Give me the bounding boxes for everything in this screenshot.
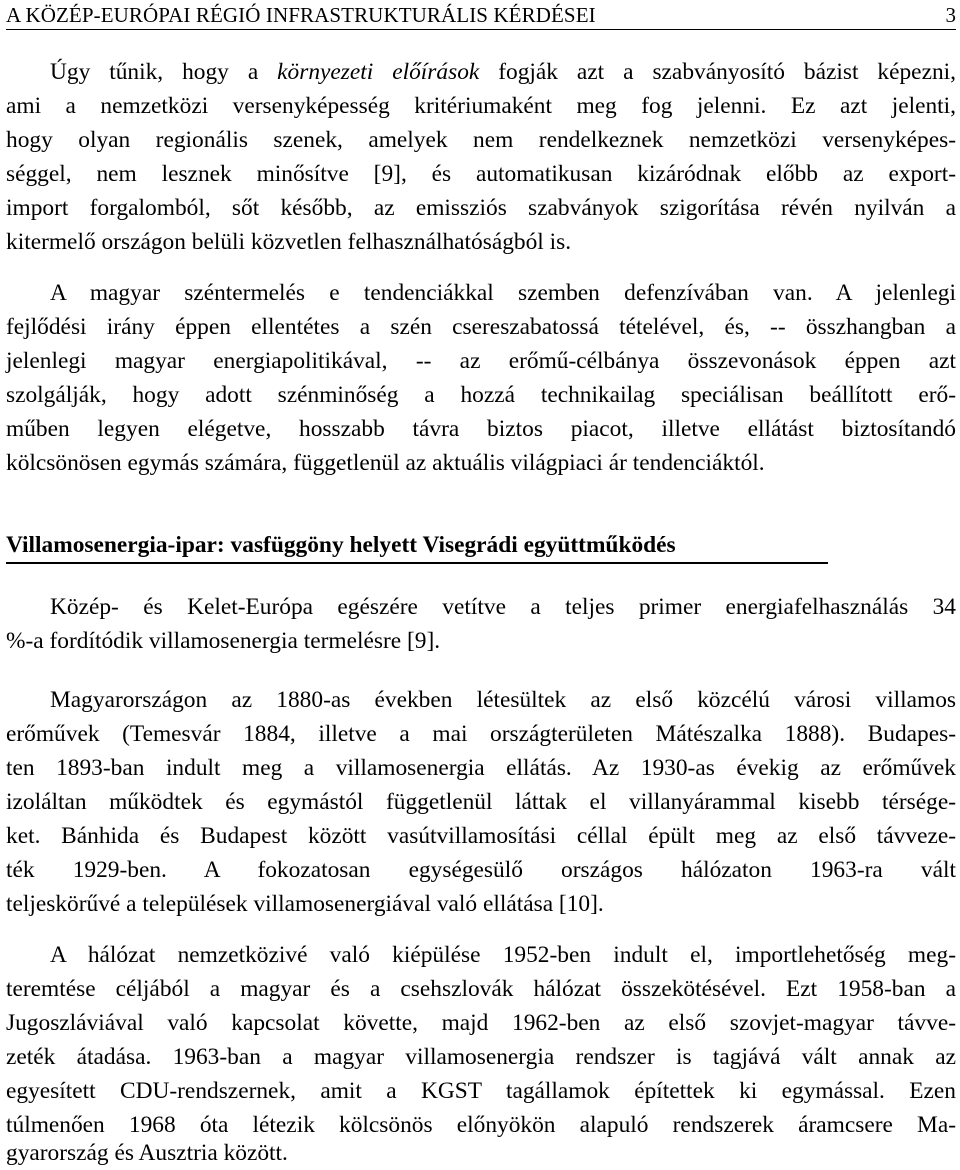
paragraph-line: egyesített CDU-rendszernek, amit a KGST tagállamok építettek ki egymással. Ezen — [6, 1078, 956, 1104]
paragraph-line: A hálózat nemzetközivé való kiépülése 1952-ben indult el, importlehetőség meg- — [50, 942, 956, 968]
paragraph-line: Jugoszláviával való kapcsolat követte, majd 1962-ben az első szovjet-magyar távve- — [6, 1010, 956, 1036]
paragraph-line: A magyar széntermelés e tendenciákkal szemben defenzívában van. A jelenlegi — [50, 280, 956, 306]
paragraph-line: import forgalomból, sőt később, az emissziós szabványok szigorítása révén nyilván a — [6, 195, 956, 221]
paragraph-line: teremtése céljából a magyar és a csehszlovák hálózat összekötésével. Ezt 1958-ban a — [6, 976, 956, 1002]
section-heading: Villamosenergia-ipar: vasfüggöny helyett Visegrádi együttműködés — [6, 532, 676, 558]
paragraph-line: izoláltan működtek és egymástól függetlenül láttak el villanyárammal kisebb térsége- — [6, 789, 956, 815]
paragraph-line: fejlődési irány éppen ellentétes a szén csereszabatossá tételével, és, -- összhangban a — [6, 314, 956, 340]
text-run: fogják azt a szabványosító bázist képezni, — [479, 59, 956, 85]
text-run: Úgy tűnik, hogy a — [50, 59, 278, 85]
paragraph-line: hogy olyan regionális szenek, amelyek nem rendelkeznek nemzetközi versenyképes- — [6, 127, 956, 153]
paragraph-line: gyarország és Ausztria között. — [6, 1140, 288, 1166]
paragraph-line: %-a fordítódik villamosenergia termelésre [9]. — [6, 628, 441, 654]
paragraph-line: Közép- és Kelet-Európa egészére vetítve a teljes primer energiafelhasználás 34 — [50, 594, 956, 620]
heading-underline — [6, 562, 828, 564]
running-title: A KÖZÉP-EURÓPAI RÉGIÓ INFRASTRUKTURÁLIS KÉRDÉSEI — [6, 3, 596, 27]
paragraph-line: kitermelő országon belüli közvetlen felhasználhatóságból is. — [6, 229, 572, 255]
paragraph-line: szolgálják, hogy adott szénminőség a hozzá technikailag speciálisan beállított erő- — [6, 382, 956, 408]
paragraph-line: teljeskörűvé a települések villamosenergiával való ellátása [10]. — [6, 891, 604, 917]
paragraph-line: túlmenően 1968 óta létezik kölcsönös előnyökön alapuló rendszerek áramcsere Ma- — [6, 1112, 956, 1138]
paragraph-line: kölcsönösen egymás számára, függetlenül az aktuális világpiaci ár tendenciáktól. — [6, 450, 765, 476]
paragraph-line: műben legyen elégetve, hosszabb távra biztos piacot, illetve ellátást biztosítandó — [6, 416, 956, 442]
paragraph-line: ten 1893-ban indult meg a villamosenergia ellátás. Az 1930-as évekig az erőművek — [6, 755, 956, 781]
running-header — [6, 3, 956, 30]
paragraph-line: séggel, nem lesznek minősítve [9], és automatikusan kizáródnak előbb az export- — [6, 161, 956, 187]
paragraph-line — [50, 55, 956, 89]
paragraph-line: zeték átadása. 1963-ban a magyar villamosenergia rendszer is tagjává vált annak az — [6, 1044, 956, 1070]
emphasized-term: környezeti előírások — [277, 59, 480, 85]
paragraph-line: ték 1929-ben. A fokozatosan egységesülő országos hálózaton 1963-ra vált — [6, 857, 956, 883]
paragraph-line: jelenlegi magyar energiapolitikával, -- az erőmű-célbánya összevonások éppen azt — [6, 348, 956, 374]
paragraph-line: erőművek (Temesvár 1884, illetve a mai országterületen Mátészalka 1888). Budapes- — [6, 721, 956, 747]
paragraph-line: ket. Bánhida és Budapest között vasútvillamosítási céllal épült meg az első távveze- — [6, 823, 956, 849]
paragraph-line: ami a nemzetközi versenyképesség kritériumaként meg fog jelenni. Ez azt jelenti, — [6, 93, 956, 119]
paragraph-line: Magyarországon az 1880-as években létesültek az első közcélú városi villamos — [50, 687, 956, 713]
page-number: 3 — [945, 3, 956, 27]
